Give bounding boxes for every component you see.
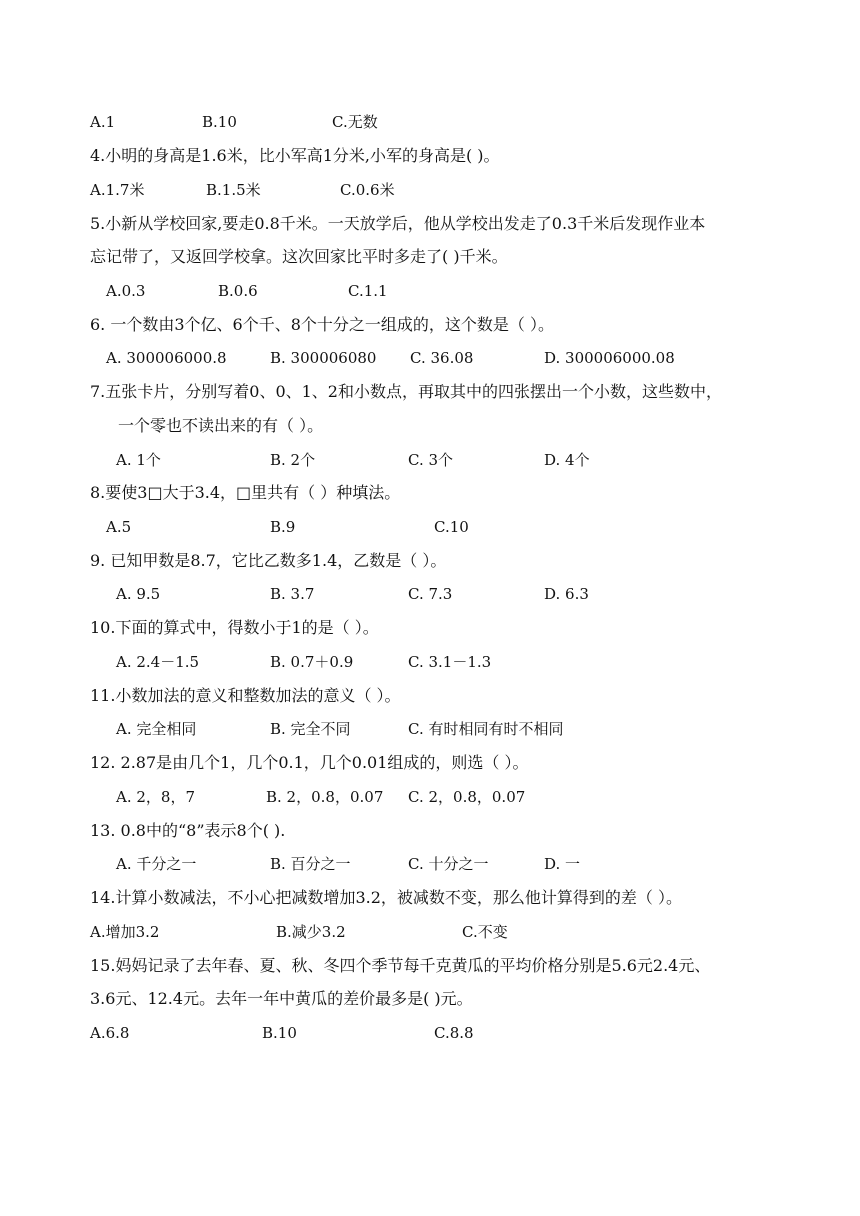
q13-option-c: C. 十分之一 xyxy=(408,855,489,873)
q10-option-a: A. 2.4－1.5 xyxy=(116,653,200,671)
q14-option-a: A.增加3.2 xyxy=(90,923,160,941)
q3-option-b: B.10 xyxy=(202,113,237,131)
q7-option-d: D. 4个 xyxy=(544,451,590,469)
q5-stem-line1: 5.小新从学校回家,要走0.8千米。一天放学后，他从学校出发走了0.3千米后发现作业本 xyxy=(90,214,706,233)
q15-option-b: B.10 xyxy=(262,1024,297,1042)
q3-option-c: C.无数 xyxy=(332,113,378,131)
q9-option-b: B. 3.7 xyxy=(270,585,315,603)
q4-option-c: C.0.6米 xyxy=(340,181,395,199)
q10-option-b: B. 0.7＋0.9 xyxy=(270,653,354,671)
q7-stem-line1: 7.五张卡片，分别写着0、0、1、2和小数点，再取其中的四张摆出一个小数，这些数中， xyxy=(90,382,722,401)
q14-option-c: C.不变 xyxy=(462,923,508,941)
q6-option-c: C. 36.08 xyxy=(410,349,474,367)
q7-option-b: B. 2个 xyxy=(270,451,316,469)
q8-stem: 8.要使3□大于3.4，□里共有（ ）种填法。 xyxy=(90,483,401,502)
q8-option-c: C.10 xyxy=(434,518,469,536)
q8-option-a: A.5 xyxy=(106,518,132,536)
q9-option-c: C. 7.3 xyxy=(408,585,453,603)
q9-option-d: D. 6.3 xyxy=(544,585,589,603)
q11-option-c: C. 有时相同有时不相同 xyxy=(408,720,564,738)
q5-option-a: A.0.3 xyxy=(106,282,146,300)
q13-stem: 13. 0.8中的“8”表示8个( ). xyxy=(90,821,286,840)
q13-option-d: D. 一 xyxy=(544,855,581,873)
q14-stem: 14.计算小数减法，不小心把减数增加3.2，被减数不变，那么他计算得到的差（ ）。 xyxy=(90,888,682,907)
q11-option-b: B. 完全不同 xyxy=(270,720,351,738)
q13-option-b: B. 百分之一 xyxy=(270,855,351,873)
q12-option-c: C. 2，0.8，0.07 xyxy=(408,788,526,806)
q5-option-b: B.0.6 xyxy=(218,282,258,300)
q7-stem-line2: 一个零也不读出来的有（ ）。 xyxy=(118,416,324,435)
q8-option-b: B.9 xyxy=(270,518,296,536)
q6-stem: 6. 一个数由3个亿、6个千、8个十分之一组成的，这个数是（ ）。 xyxy=(90,315,554,334)
q6-option-a: A. 300006000.8 xyxy=(106,349,227,367)
q7-option-c: C. 3个 xyxy=(408,451,454,469)
q10-option-c: C. 3.1－1.3 xyxy=(408,653,492,671)
q4-stem: 4.小明的身高是1.6米，比小军高1分米,小军的身高是( )。 xyxy=(90,146,500,165)
q11-stem: 11.小数加法的意义和整数加法的意义（ ）。 xyxy=(90,686,401,705)
q5-option-c: C.1.1 xyxy=(348,282,388,300)
q6-option-d: D. 300006000.08 xyxy=(544,349,675,367)
q12-stem: 12. 2.87是由几个1，几个0.1，几个0.01组成的，则选（ ）。 xyxy=(90,753,529,772)
q6-option-b: B. 300006080 xyxy=(270,349,377,367)
q5-stem-line2: 忘记带了，又返回学校拿。这次回家比平时多走了( )千米。 xyxy=(90,247,508,266)
q12-option-a: A. 2，8，7 xyxy=(116,788,195,806)
q7-option-a: A. 1个 xyxy=(116,451,161,469)
q9-option-a: A. 9.5 xyxy=(116,585,161,603)
q15-option-a: A.6.8 xyxy=(90,1024,130,1042)
q4-option-a: A.1.7米 xyxy=(90,181,145,199)
q14-option-b: B.减少3.2 xyxy=(276,923,346,941)
q15-stem-line2: 3.6元、12.4元。去年一年中黄瓜的差价最多是( )元。 xyxy=(90,989,473,1008)
q9-stem: 9. 已知甲数是8.7，它比乙数多1.4，乙数是（ ）。 xyxy=(90,551,447,570)
q11-option-a: A. 完全相同 xyxy=(116,720,197,738)
q13-option-a: A. 千分之一 xyxy=(116,855,197,873)
q4-option-b: B.1.5米 xyxy=(206,181,261,199)
q12-option-b: B. 2，0.8，0.07 xyxy=(266,788,384,806)
q15-stem-line1: 15.妈妈记录了去年春、夏、秋、冬四个季节每千克黄瓜的平均价格分别是5.6元2.4元、 xyxy=(90,956,711,975)
q3-option-a: A.1 xyxy=(90,113,116,131)
q15-option-c: C.8.8 xyxy=(434,1024,474,1042)
q10-stem: 10.下面的算式中，得数小于1的是（ ）。 xyxy=(90,618,379,637)
